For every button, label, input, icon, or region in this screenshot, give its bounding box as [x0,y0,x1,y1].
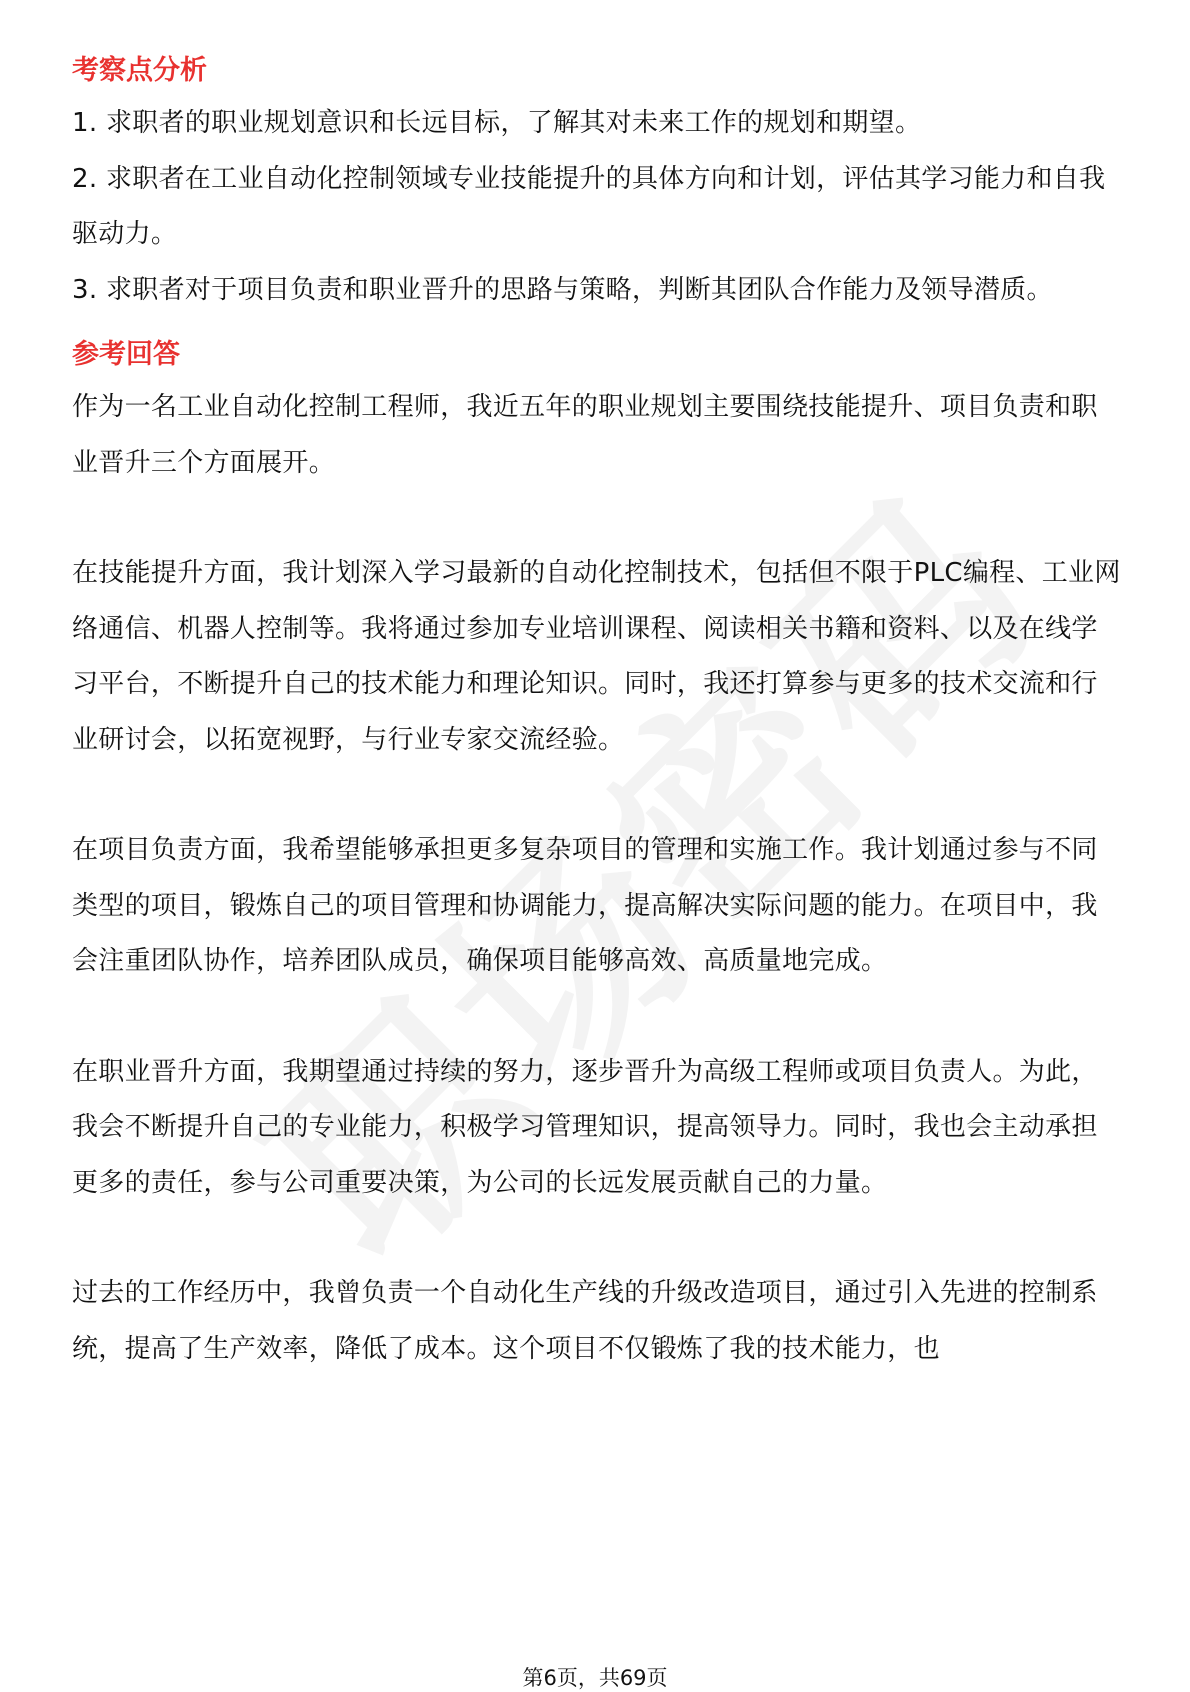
answer-paragraph-1: 作为一名工业自动化控制工程师，我近五年的职业规划主要围绕技能提升、项目负责和职业晋升三个方面展开。 [72,392,1098,478]
answer-paragraph-2: 在技能提升方面，我计划深入学习最新的自动化控制技术，包括但不限于PLC编程、工业网络通信、机器人控制等。我将通过参加专业培训课程、阅读相关书籍和资料、以及在线学习平台，不断提升自己的技术能力和理论知识。同时，我还打算参与更多的技术交流和行业研讨会，以拓宽视野，与行业专家交流经验。 [72,558,1121,755]
analysis-heading: 考察点分析 [72,55,207,86]
analysis-item-1: 1. 求职者的职业规划意识和长远目标，了解其对未来工作的规划和期望。 [72,108,922,138]
answer-paragraph-3: 在项目负责方面，我希望能够承担更多复杂项目的管理和实施工作。我计划通过参与不同类型的项目，锻炼自己的项目管理和协调能力，提高解决实际问题的能力。在项目中，我会注重团队协作，培养团队成员，确保项目能够高效、高质量地完成。 [72,835,1098,976]
page-content [72,46,1122,1377]
answer-paragraph-5: 过去的工作经历中，我曾负责一个自动化生产线的升级改造项目，通过引入先进的控制系统，提高了生产效率，降低了成本。这个项目不仅锻炼了我的技术能力，也 [72,1278,1098,1364]
answer-paragraph-4: 在职业晋升方面，我期望通过持续的努力，逐步晋升为高级工程师或项目负责人。为此，我会不断提升自己的专业能力，积极学习管理知识，提高领导力。同时，我也会主动承担更多的责任，参与公司重要决策，为公司的长远发展贡献自己的力量。 [72,1056,1098,1198]
analysis-item-3: 3. 求职者对于项目负责和职业晋升的思路与策略，判断其团队合作能力及领导潜质。 [72,274,1053,305]
page-number-footer: 第6页，共69页 [522,1666,668,1690]
answer-heading: 参考回答 [72,339,180,370]
analysis-item-2: 2. 求职者在工业自动化控制领域专业技能提升的具体方向和计划，评估其学习能力和自我驱动力。 [72,163,1106,249]
